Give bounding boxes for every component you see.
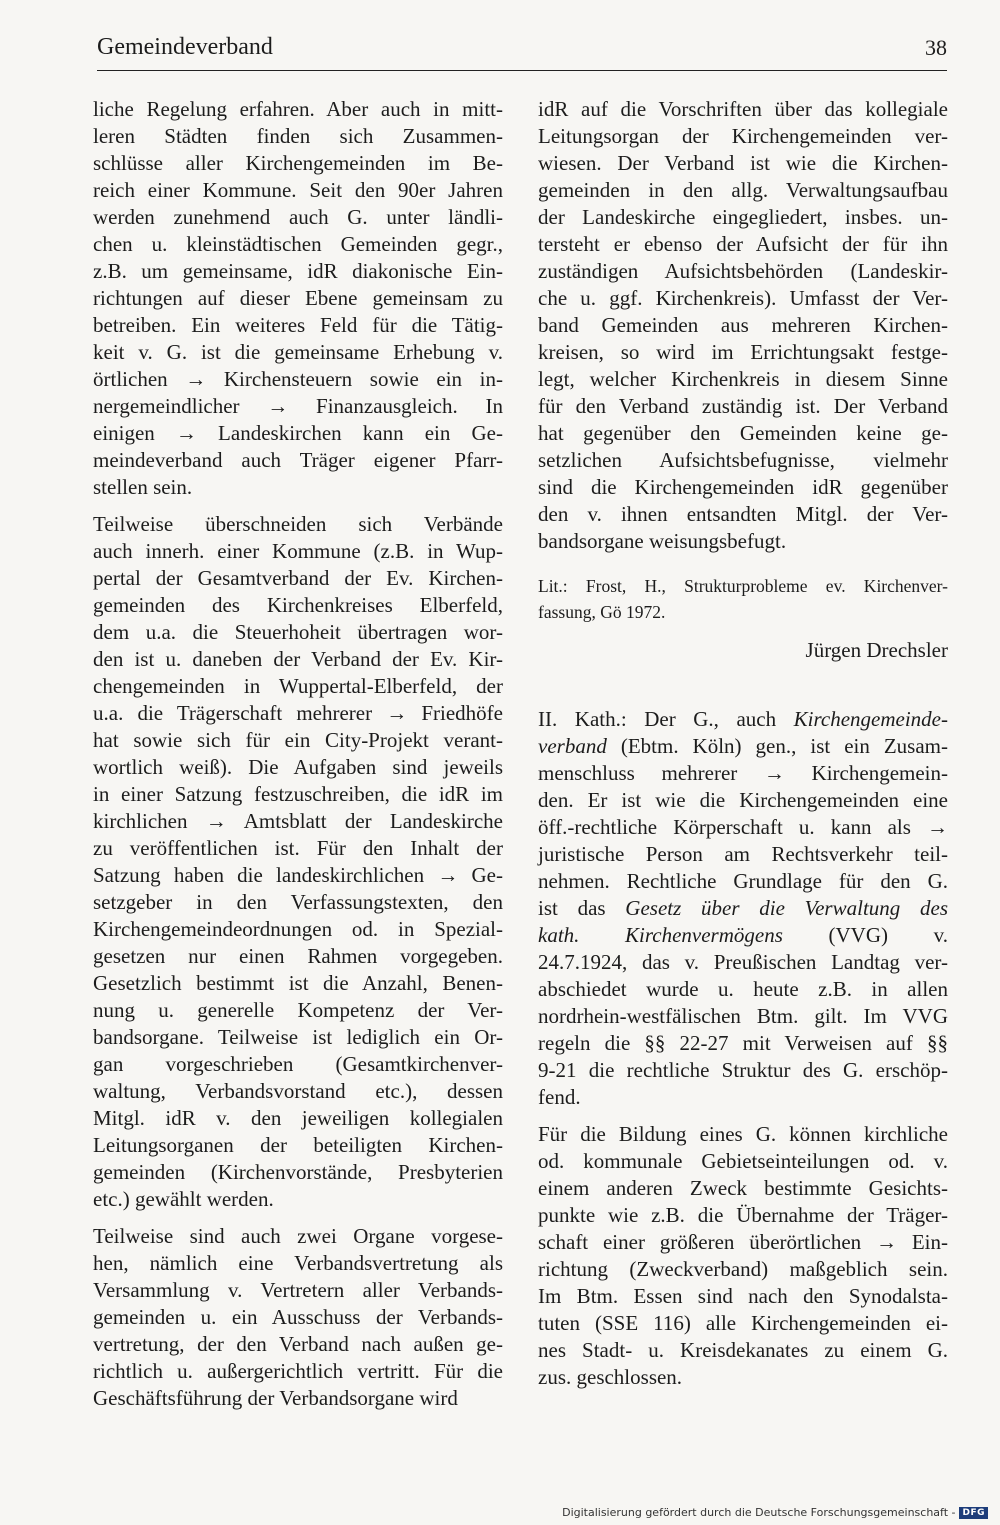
running-title: Gemeindeverband bbox=[97, 34, 273, 60]
text-line: liche Regelung erfahren. Aber auch in mitt- bbox=[93, 97, 503, 121]
footer bbox=[562, 1506, 988, 1519]
text-line: Leitungsorganen der beteiligten Kirchen- bbox=[93, 1133, 503, 1157]
text-line: leren Städten finden sich Zusammen- bbox=[93, 124, 503, 148]
text-line: 9-21 die rechtliche Struktur des G. erschöp- bbox=[538, 1058, 948, 1082]
text-line: den. Er ist wie die Kirchengemeinden eine bbox=[538, 788, 948, 812]
text-line: vertretung, der den Verband nach außen ge- bbox=[93, 1332, 503, 1356]
italic-term: Gesetz über die Verwaltung des bbox=[625, 896, 948, 920]
text-line: chen u. kleinstädtischen Gemeinden gegr., bbox=[93, 232, 503, 256]
text-line: kath. Kirchenvermögens (VVG) v. bbox=[538, 923, 948, 947]
text-line: Für die Bildung eines G. können kirchliche bbox=[538, 1122, 948, 1146]
text-line: etc.) gewählt werden. bbox=[93, 1187, 274, 1211]
text-line: schaft einer größeren überörtlichen → Ein- bbox=[538, 1230, 948, 1254]
text-line: tersteht er ebenso der Aufsicht der für ihn bbox=[538, 232, 948, 256]
text-line: für den Verband zuständig ist. Der Verband bbox=[538, 394, 948, 418]
text-line: sind die Kirchengemeinden idR gegenüber bbox=[538, 475, 948, 499]
right-column bbox=[538, 96, 948, 1401]
text-line: gemeinden u. ein Ausschuss der Verbands- bbox=[93, 1305, 503, 1329]
text-line: zu veröffentlichen ist. Für den Inhalt der bbox=[93, 836, 503, 860]
text-line: setzgeber in den Verfassungstexten, den bbox=[93, 890, 503, 914]
text-line: nergemeindlicher → Finanzausgleich. In bbox=[93, 394, 503, 418]
text-line: abschiedet wurde u. heute z.B. in allen bbox=[538, 977, 948, 1001]
paragraph bbox=[93, 511, 503, 1213]
italic-term: Kirchengemeinde- bbox=[793, 707, 948, 731]
text-line: u.a. die Trägerschaft mehrerer → Friedhöfe bbox=[93, 701, 503, 725]
text-line: richtung (Zweckverband) maßgeblich sein. bbox=[538, 1257, 948, 1281]
text-line: II. Kath.: Der G., auch Kirchengemeinde- bbox=[538, 707, 948, 731]
text-line: auch innerh. einer Kommune (z.B. in Wup- bbox=[93, 539, 503, 563]
text-line: zus. geschlossen. bbox=[538, 1365, 683, 1389]
text-line: che u. ggf. Kirchenkreis). Umfasst der Ver- bbox=[538, 286, 948, 310]
text-line: gemeinden in den allg. Verwaltungsaufbau bbox=[538, 178, 948, 202]
text-line: wortlich weiß). Die Aufgaben sind jeweils bbox=[93, 755, 503, 779]
text-line: 24.7.1924, das v. Preußischen Landtag ver- bbox=[538, 950, 948, 974]
text-line: setzlichen Aufsichtsbefugnisse, vielmehr bbox=[538, 448, 948, 472]
text-line: bandsorgane. Teilweise ist lediglich ein Or- bbox=[93, 1025, 503, 1049]
text-line: werden zunehmend auch G. unter ländli- bbox=[93, 205, 503, 229]
text-line: legt, welcher Kirchenkreis in diesem Sinne bbox=[538, 367, 948, 391]
text-line: den ist u. daneben der Verband der Ev. Kir- bbox=[93, 647, 503, 671]
text-line: ist das Gesetz über die Verwaltung des bbox=[538, 896, 948, 920]
italic-term: kath. Kirchenvermögens bbox=[538, 923, 783, 947]
text-line: schlüsse aller Kirchengemeinden im Be- bbox=[93, 151, 503, 175]
text-line: Versammlung v. Vertretern aller Verbands- bbox=[93, 1278, 503, 1302]
text-line: Leitungsorgan der Kirchengemeinden ver- bbox=[538, 124, 948, 148]
text-line: waltung, Verbandsvorstand etc.), dessen bbox=[93, 1079, 503, 1103]
paragraph bbox=[538, 1121, 948, 1391]
text-line: nung u. generelle Kompetenz der Ver- bbox=[93, 998, 503, 1022]
text-line: verband (Ebtm. Köln) gen., ist ein Zusam- bbox=[538, 734, 948, 758]
text-line: kirchlichen → Amtsblatt der Landeskirche bbox=[93, 809, 503, 833]
text-line: richtlich u. außergerichtlich vertritt. Für die bbox=[93, 1359, 503, 1383]
text-line: wiesen. Der Verband ist wie die Kirchen- bbox=[538, 151, 948, 175]
dfg-logo: DFG bbox=[959, 1507, 988, 1519]
text-line: idR auf die Vorschriften über das kollegiale bbox=[538, 97, 948, 121]
text-line: pertal der Gesamtverband der Ev. Kirchen- bbox=[93, 566, 503, 590]
text-line: reich einer Kommune. Seit den 90er Jahren bbox=[93, 178, 503, 202]
text-line: gan vorgeschrieben (Gesamtkirchenver- bbox=[93, 1052, 503, 1076]
text-line: hen, nämlich eine Verbandsvertretung als bbox=[93, 1251, 503, 1275]
text-line: Lit.: Frost, H., Strukturprobleme ev. Kirchenver- bbox=[538, 576, 948, 596]
text-line: chengemeinden in Wuppertal-Elberfeld, der bbox=[93, 674, 503, 698]
text-line: Gesetzlich bestimmt ist die Anzahl, Benen- bbox=[93, 971, 503, 995]
text-line: Teilweise sind auch zwei Organe vorgese- bbox=[93, 1224, 503, 1248]
text-line: band Gemeinden aus mehreren Kirchen- bbox=[538, 313, 948, 337]
page-number: 38 bbox=[925, 35, 947, 60]
text-line: punkte wie z.B. die Übernahme der Träger- bbox=[538, 1203, 948, 1227]
page-header bbox=[97, 32, 947, 72]
paragraph bbox=[538, 96, 948, 555]
text-line: menschluss mehrerer → Kirchengemein- bbox=[538, 761, 948, 785]
text-line: gemeinden (Kirchenvorstände, Presbyterien bbox=[93, 1160, 503, 1184]
text-line: einem anderen Zweck bestimmte Gesichts- bbox=[538, 1176, 948, 1200]
text-line: tuten (SSE 116) alle Kirchengemeinden ei- bbox=[538, 1311, 948, 1335]
header-rule bbox=[97, 70, 947, 71]
text-lines bbox=[538, 760, 948, 895]
text-line: gesetzen nur einen Rahmen vorgegeben. bbox=[93, 944, 503, 968]
text-line: bandsorgane weisungsbefugt. bbox=[538, 529, 787, 553]
text-line: nehmen. Rechtliche Grundlage für den G. bbox=[538, 869, 948, 893]
text-line: stellen sein. bbox=[93, 475, 193, 499]
literature-reference bbox=[538, 573, 948, 625]
text-line: Kirchengemeindeordnungen od. in Spezial- bbox=[93, 917, 503, 941]
text-line: Geschäftsführung der Verbandsorgane wird bbox=[93, 1386, 458, 1410]
text-line: z.B. um gemeinsame, idR diakonische Ein- bbox=[93, 259, 503, 283]
italic-term: verband bbox=[538, 734, 607, 758]
text-line: od. kommunale Gebietseinteilungen od. v. bbox=[538, 1149, 948, 1173]
paragraph bbox=[93, 96, 503, 501]
text-line: Mitgl. idR v. den jeweiligen kollegialen bbox=[93, 1106, 503, 1130]
text-line: dem u.a. die Steuerhoheit übertragen wor- bbox=[93, 620, 503, 644]
text-line: richtungen auf dieser Ebene gemeinsam zu bbox=[93, 286, 503, 310]
text-line: einigen → Landeskirchen kann ein Ge- bbox=[93, 421, 503, 445]
text-line: örtlichen → Kirchensteuern sowie ein in- bbox=[93, 367, 503, 391]
text-line: den v. ihnen entsandten Mitgl. der Ver- bbox=[538, 502, 948, 526]
text-line: gemeinden des Kirchenkreises Elberfeld, bbox=[93, 593, 503, 617]
text-line: zuständigen Aufsichtsbehörden (Landeskir- bbox=[538, 259, 948, 283]
text-line: hat sowie sich für ein City-Projekt verant- bbox=[93, 728, 503, 752]
text-line: regeln die §§ 22-27 mit Verweisen auf §§ bbox=[538, 1031, 948, 1055]
text-line: öff.-rechtliche Körperschaft u. kann als → bbox=[538, 815, 948, 839]
text-line: meindeverband auch Träger eigener Pfarr- bbox=[93, 448, 503, 472]
text-line: nes Stadt- u. Kreisdekanates zu einem G. bbox=[538, 1338, 948, 1362]
text-line: hat gegenüber den Gemeinden keine ge- bbox=[538, 421, 948, 445]
text-line: fend. bbox=[538, 1085, 581, 1109]
text-line: Satzung haben die landeskirchlichen → Ge- bbox=[93, 863, 503, 887]
left-column bbox=[93, 96, 503, 1422]
text-line: juristische Person am Rechtsverkehr teil- bbox=[538, 842, 948, 866]
text-line: in einer Satzung festzuschreiben, die idR im bbox=[93, 782, 503, 806]
text-line: der Landeskirche eingegliedert, insbes. un- bbox=[538, 205, 948, 229]
footer-text: Digitalisierung gefördert durch die Deutsche Forschungsgemeinschaft - bbox=[562, 1506, 956, 1519]
text-line: fassung, Gö 1972. bbox=[538, 602, 666, 622]
paragraph bbox=[93, 1223, 503, 1412]
text-line: nordrhein-westfälischen Btm. gilt. Im VVG bbox=[538, 1004, 948, 1028]
text-lines bbox=[538, 949, 948, 1111]
text-line: betreiben. Ein weiteres Feld für die Tätig- bbox=[93, 313, 503, 337]
text-line: kreisen, so wird im Errichtungsakt festge- bbox=[538, 340, 948, 364]
author-name: Jürgen Drechsler bbox=[805, 638, 948, 662]
paragraph bbox=[538, 706, 948, 1111]
text-line: Teilweise überschneiden sich Verbände bbox=[93, 512, 503, 536]
text-line: keit v. G. ist die gemeinsame Erhebung v. bbox=[93, 340, 503, 364]
text-line: Im Btm. Essen sind nach den Synodalsta- bbox=[538, 1284, 948, 1308]
